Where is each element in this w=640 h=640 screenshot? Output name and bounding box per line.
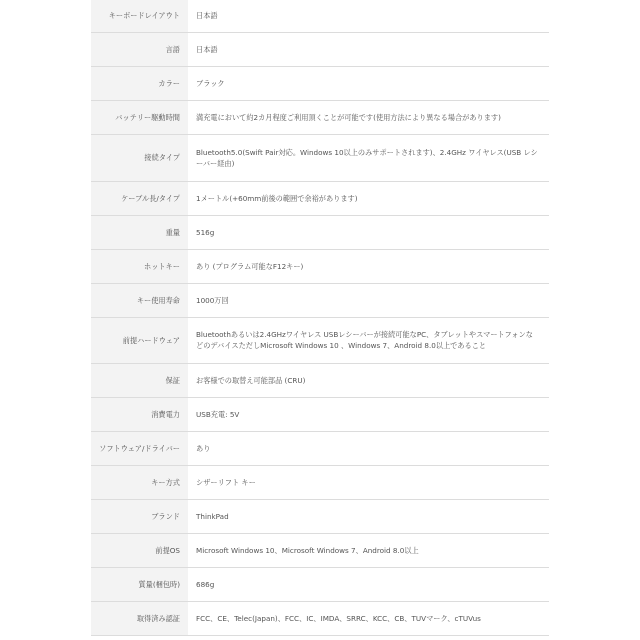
- spec-label: ホットキー: [91, 249, 188, 283]
- spec-label: ソフトウェア/ドライバー: [91, 431, 188, 465]
- spec-value: あり: [188, 431, 549, 465]
- spec-row-warranty: [91, 363, 549, 397]
- spec-row-certifications: [91, 601, 549, 635]
- spec-value: ThinkPad: [188, 499, 549, 533]
- spec-value: 日本語: [188, 32, 549, 66]
- spec-row-required-os: [91, 533, 549, 567]
- spec-value: FCC、CE、Telec(Japan)、FCC、IC、IMDA、SRRC、KCC、CB、TUVマーク、cTUVus: [188, 601, 549, 635]
- spec-row-cable-length: [91, 181, 549, 215]
- spec-value: お客様での取替え可能部品 (CRU): [188, 363, 549, 397]
- spec-row-software-driver: [91, 431, 549, 465]
- spec-row-keyboard-layout: [91, 0, 549, 32]
- spec-row-brand: [91, 499, 549, 533]
- spec-row-power-consumption: [91, 397, 549, 431]
- spec-label: キーボードレイアウト: [91, 0, 188, 32]
- spec-row-key-mechanism: [91, 465, 549, 499]
- spec-row-hotkey: [91, 249, 549, 283]
- spec-label: 前提ハードウェア: [91, 317, 188, 363]
- spec-label: キー使用寿命: [91, 283, 188, 317]
- spec-label: 前提OS: [91, 533, 188, 567]
- spec-label: 消費電力: [91, 397, 188, 431]
- spec-value: あり (プログラム可能なF12キー): [188, 249, 549, 283]
- spec-value: Bluetoothあるいは2.4GHzワイヤレス USBレシーバーが接続可能なPC、タブレットやスマートフォンなどのデバイスただしMicrosoft Windows 10 、Windows 7、Android 8.0以上であること: [188, 317, 549, 363]
- spec-label: バッテリー駆動時間: [91, 100, 188, 134]
- spec-label: 重量: [91, 215, 188, 249]
- spec-label: 保証: [91, 363, 188, 397]
- spec-table: [91, 0, 549, 636]
- spec-row-packed-weight: [91, 567, 549, 601]
- spec-label: キー方式: [91, 465, 188, 499]
- spec-row-language: [91, 32, 549, 66]
- spec-value: 516g: [188, 215, 549, 249]
- spec-row-key-lifetime: [91, 283, 549, 317]
- spec-value: 1000万回: [188, 283, 549, 317]
- spec-label: ケーブル長/タイプ: [91, 181, 188, 215]
- spec-value: ブラック: [188, 66, 549, 100]
- spec-label: 取得済み認証: [91, 601, 188, 635]
- spec-row-battery-life: [91, 100, 549, 134]
- spec-label: カラー: [91, 66, 188, 100]
- spec-row-required-hardware: [91, 317, 549, 363]
- spec-value: 日本語: [188, 0, 549, 32]
- spec-value: USB充電: 5V: [188, 397, 549, 431]
- spec-value: 686g: [188, 567, 549, 601]
- spec-label: 言語: [91, 32, 188, 66]
- spec-label: 質量(梱包時): [91, 567, 188, 601]
- spec-label: ブランド: [91, 499, 188, 533]
- spec-value: Bluetooth5.0(Swift Pair対応。Windows 10以上のみサポートされます)、2.4GHz ワイヤレス(USB レシーバー経由): [188, 134, 549, 181]
- spec-row-color: [91, 66, 549, 100]
- spec-label: 接続タイプ: [91, 134, 188, 181]
- spec-value: 1メートル(+60mm前後の範囲で余裕があります): [188, 181, 549, 215]
- spec-value: 満充電において約2カ月程度ご利用頂くことが可能です(使用方法により異なる場合があります): [188, 100, 549, 134]
- spec-row-connection-type: [91, 134, 549, 181]
- spec-value: Microsoft Windows 10、Microsoft Windows 7、Android 8.0以上: [188, 533, 549, 567]
- spec-row-weight: [91, 215, 549, 249]
- spec-value: シザーリフト キー: [188, 465, 549, 499]
